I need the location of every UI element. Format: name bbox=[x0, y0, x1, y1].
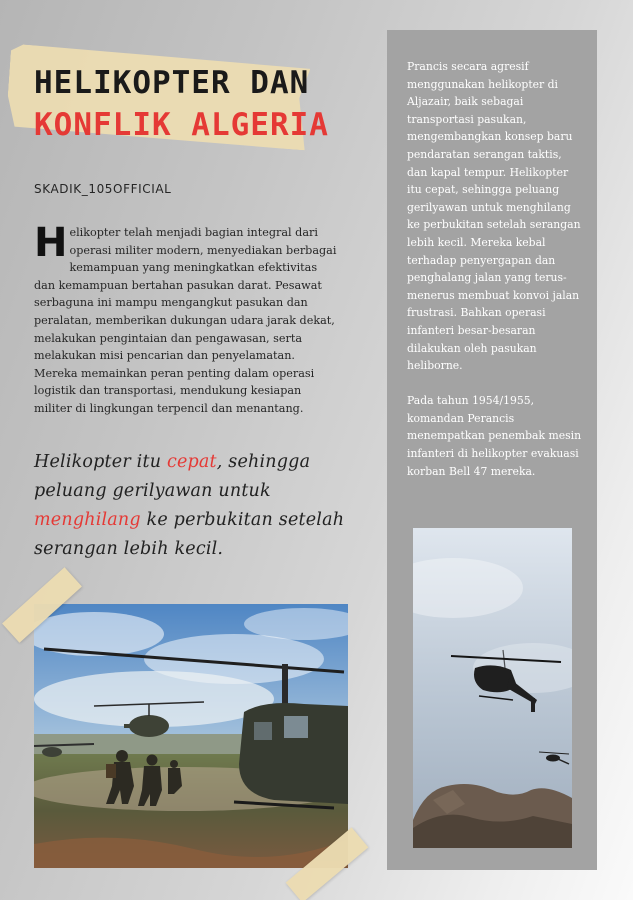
drop-cap: H bbox=[34, 220, 68, 266]
quote-part-2: , sehingga peluang gerilyawan untuk bbox=[34, 452, 311, 501]
quote-highlight-2: menghilang bbox=[34, 510, 141, 530]
title-line-2: KONFLIK ALGERIA bbox=[34, 107, 329, 143]
title-line-1: HELIKOPTER DAN bbox=[34, 65, 310, 101]
sidebar-text bbox=[407, 58, 583, 498]
article-text: elikopter telah menjadi bagian integral dari operasi militer modern, menyediakan berbagai kemampuan yang meningkatkan efektivitas dan kemampuan bertahan pasukan darat. Pesawat serbaguna ini mampu mengangkut pasukan dan peralatan, memberikan dukungan udara jarak dekat, melakukan pengintaian dan pengawasan, serta melakukan misi pencarian dan penyelamatan. Mereka memainkan peran penting dalam operasi logistik dan transportasi, mendukung kesiapan militer di lingkungan terpencil dan menantang. bbox=[34, 226, 337, 415]
pull-quote bbox=[34, 448, 352, 564]
quote-part-1: Helikopter itu bbox=[34, 452, 167, 472]
helicopter-troops-photo bbox=[34, 604, 348, 868]
sidebar-paragraph-2: Pada tahun 1954/1955, komandan Perancis menempatkan penembak mesin infanteri di helikopter evakuasi korban Bell 47 mereka. bbox=[407, 394, 582, 478]
page-title bbox=[34, 62, 329, 146]
quote-part-3: ke perbukitan setelah serangan lebih kecil. bbox=[34, 510, 345, 559]
quote-highlight-1: cepat bbox=[166, 452, 217, 472]
author-handle: SKADIK_105OFFICIAL bbox=[34, 182, 172, 196]
helicopters-mountain-photo bbox=[413, 528, 572, 848]
sidebar-paragraph-1: Prancis secara agresif menggunakan helikopter di Aljazair, baik sebagai transportasi pasukan, mengembangkan konsep baru pendaratan serangan taktis, dan kapal tempur. Helikopter itu cepat, sehingga peluang gerilyawan untuk menghilang ke perbukitan setelah serangan lebih kecil. Mereka kebal terhadap penyergapan dan penghalang jalan yang terus-menerus membuat konvoi jalan frustrasi. Bahkan operasi infanteri besar-besaran dilakukan oleh pasukan heliborne. bbox=[407, 60, 581, 373]
article-body bbox=[34, 220, 339, 418]
